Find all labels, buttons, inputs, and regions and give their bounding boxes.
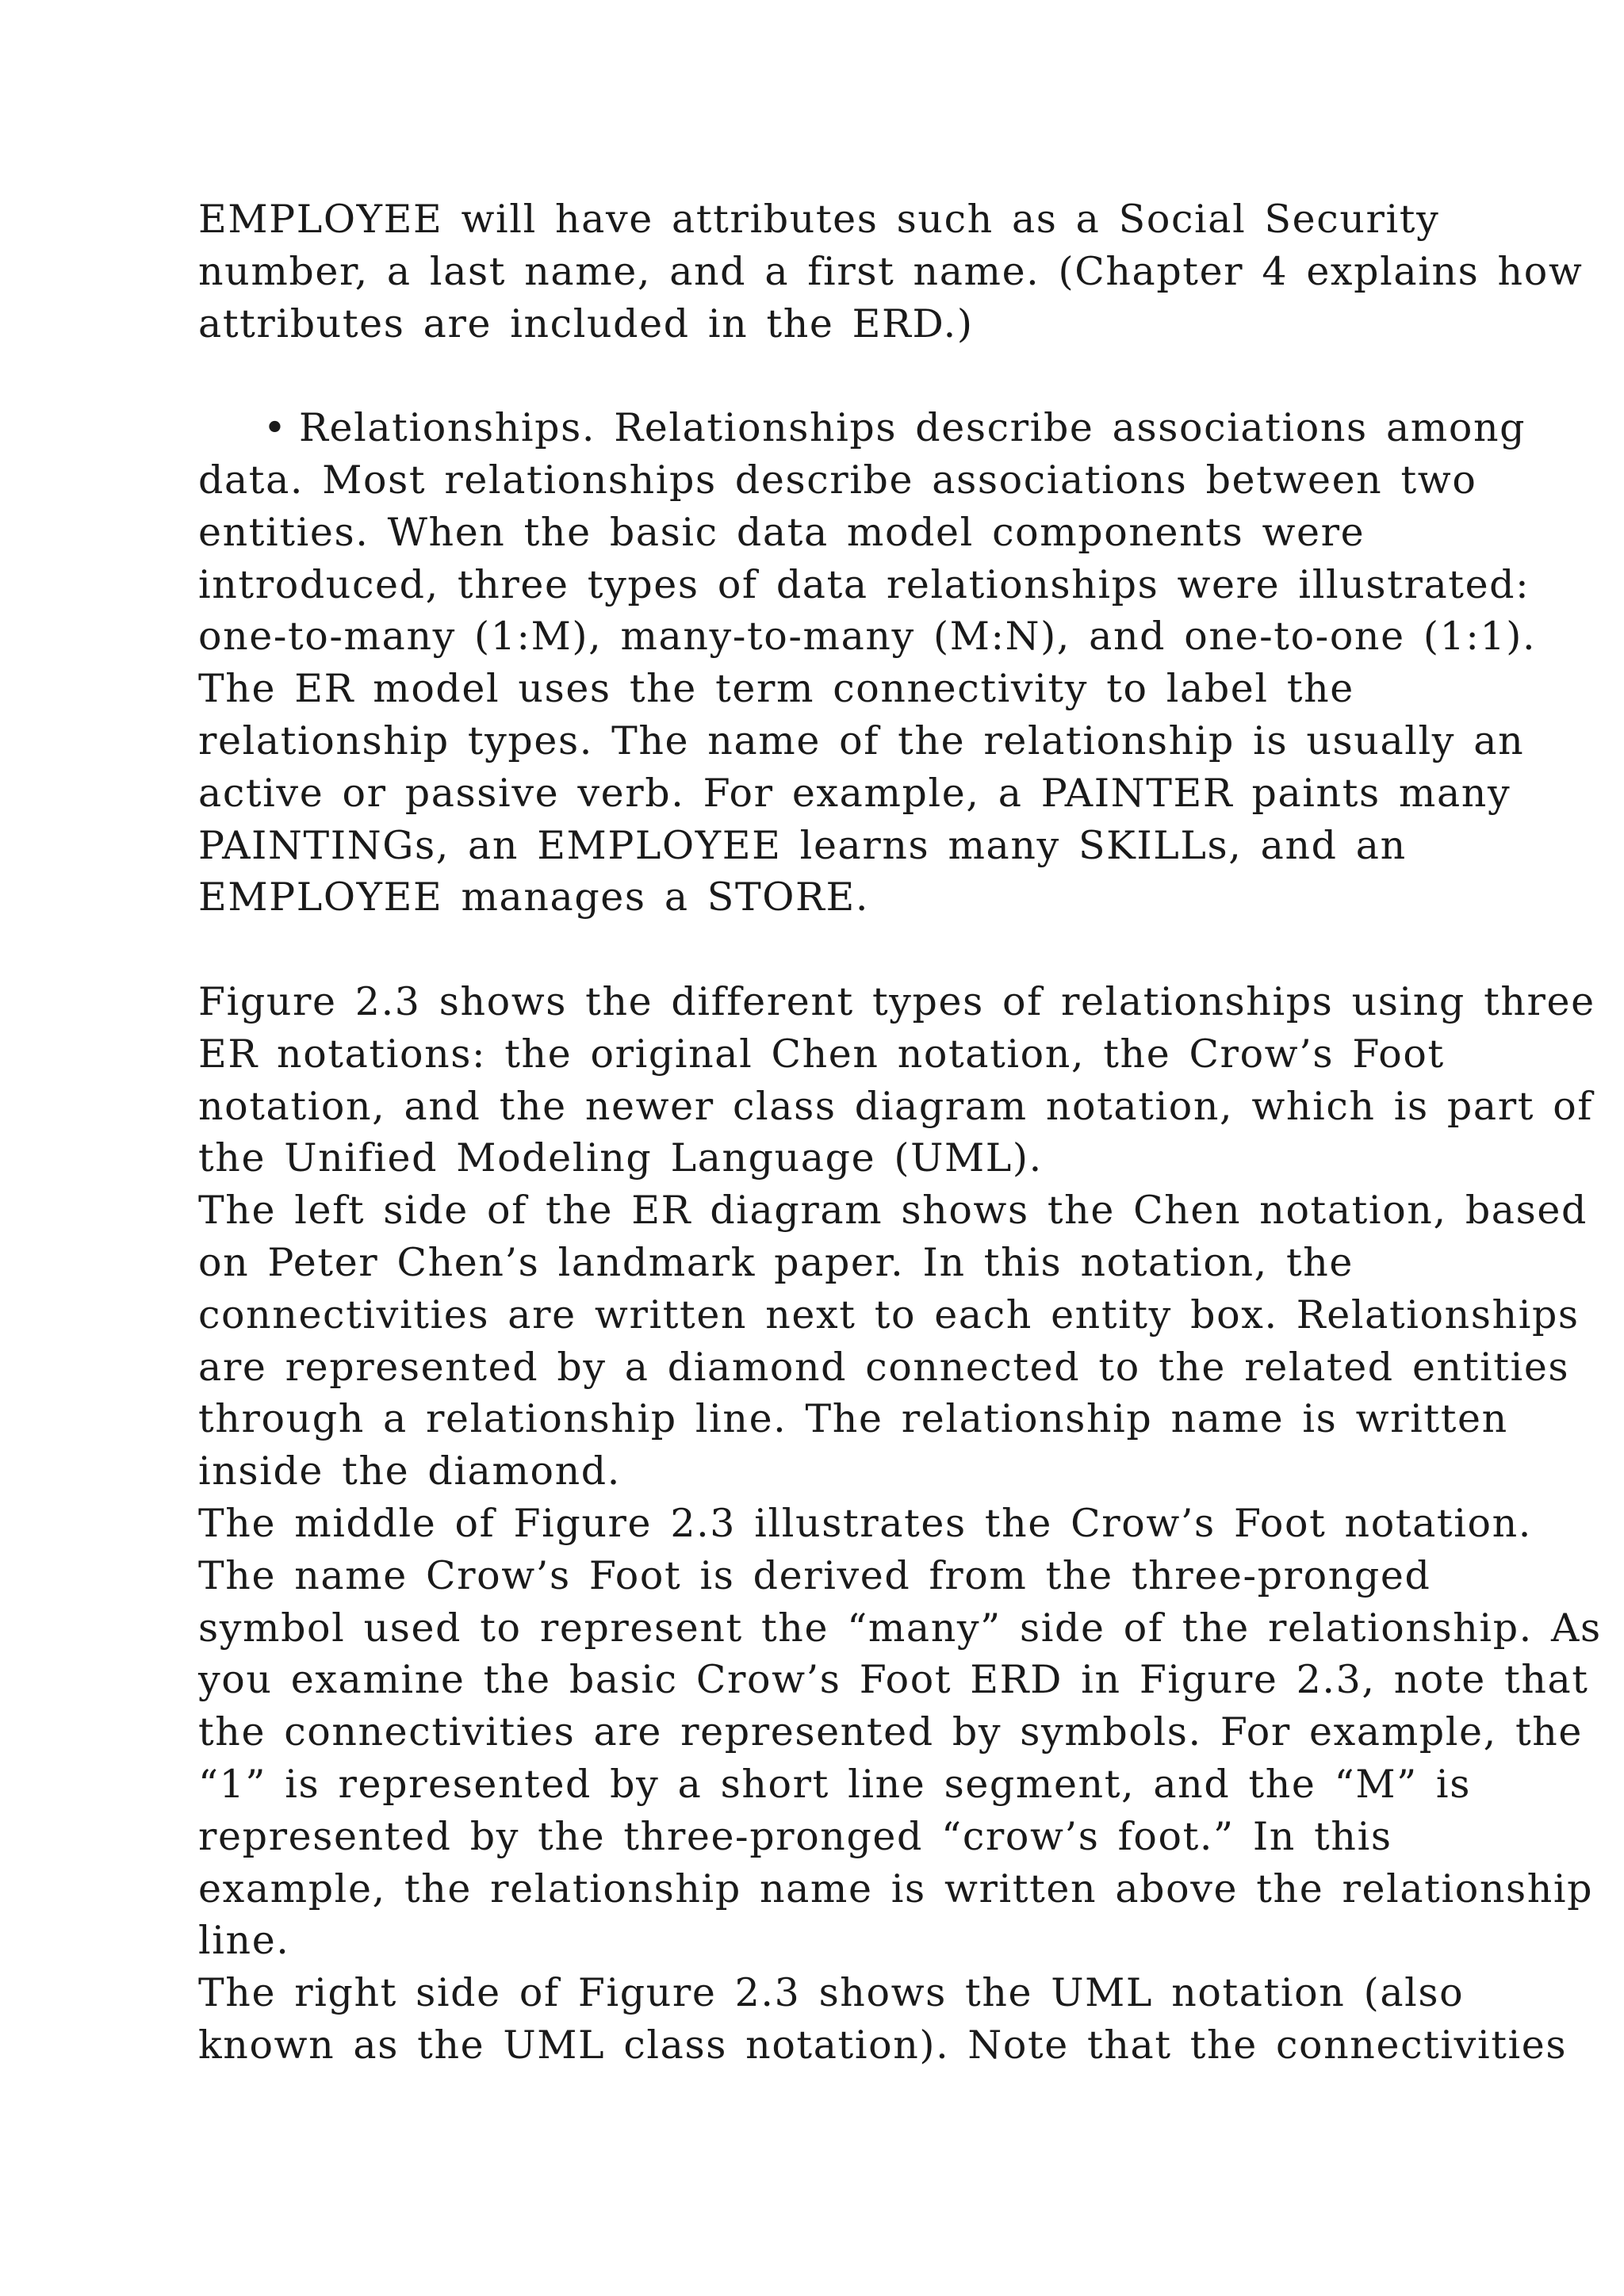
- text-line: example, the relationship name is written above the relationship: [198, 1866, 1594, 1911]
- text-line: data. Most relationships describe associations between two: [198, 457, 1477, 503]
- text-line: introduced, three types of data relationships were illustrated:: [198, 561, 1530, 607]
- text-line: inside the diamond.: [198, 1448, 621, 1494]
- bullet-icon: •: [263, 405, 288, 451]
- text-line: The name Crow’s Foot is derived from the three-pronged: [198, 1552, 1431, 1598]
- text-line: ER notations: the original Chen notation, the Crow’s Foot: [198, 1031, 1445, 1077]
- text-line: notation, and the newer class diagram notation, which is part of: [198, 1083, 1594, 1129]
- bullet-text: Relationships. Relationships describe associations among: [299, 405, 1526, 451]
- body-text: [198, 193, 1602, 2072]
- text-line: PAINTINGs, an EMPLOYEE learns many SKILLs, and an: [198, 822, 1407, 868]
- text-line: relationship types. The name of the relationship is usually an: [198, 718, 1525, 763]
- text-line: active or passive verb. For example, a PAINTER paints many: [198, 770, 1511, 816]
- bullet-item-first-line: [198, 402, 1526, 454]
- text-line: symbol used to represent the “many” side of the relationship. As: [198, 1605, 1602, 1651]
- text-line: Figure 2.3 shows the different types of relationships using three: [198, 978, 1595, 1024]
- text-line: entities. When the basic data model components were: [198, 509, 1365, 555]
- paragraph-gap: [198, 924, 1467, 976]
- text-line: EMPLOYEE manages a STORE.: [198, 874, 870, 920]
- text-line: the connectivities are represented by symbols. For example, the: [198, 1709, 1583, 1755]
- text-line: you examine the basic Crow’s Foot ERD in Figure 2.3, note that: [198, 1657, 1589, 1703]
- text-line: line.: [198, 1918, 290, 1964]
- text-line: The left side of the ER diagram shows the Chen notation, based: [198, 1188, 1588, 1234]
- paragraph-gap: [198, 350, 1467, 402]
- text-line: The middle of Figure 2.3 illustrates the Crow’s Foot notation.: [198, 1500, 1532, 1546]
- text-line: are represented by a diamond connected to the related entities: [198, 1344, 1570, 1390]
- text-line: EMPLOYEE will have attributes such as a Social Security: [198, 197, 1440, 242]
- text-line: through a relationship line. The relationship name is written: [198, 1396, 1508, 1442]
- text-line: “1” is represented by a short line segment, and the “M” is: [198, 1761, 1471, 1807]
- text-line: attributes are included in the ERD.): [198, 300, 974, 346]
- text-line: on Peter Chen’s landmark paper. In this notation, the: [198, 1239, 1354, 1285]
- text-line: one-to-many (1:M), many-to-many (M:N), and one-to-one (1:1).: [198, 614, 1537, 660]
- text-line: known as the UML class notation). Note that the connectivities: [198, 2022, 1568, 2068]
- text-line: the Unified Modeling Language (UML).: [198, 1135, 1043, 1181]
- text-line: The right side of Figure 2.3 shows the UML notation (also: [198, 1970, 1465, 2016]
- text-line: connectivities are written next to each entity box. Relationships: [198, 1292, 1580, 1337]
- text-line: The ER model uses the term connectivity to label the: [198, 666, 1354, 712]
- text-line: represented by the three-pronged “crow’s foot.” In this: [198, 1813, 1392, 1859]
- text-line: number, a last name, and a first name. (Chapter 4 explains how: [198, 248, 1584, 294]
